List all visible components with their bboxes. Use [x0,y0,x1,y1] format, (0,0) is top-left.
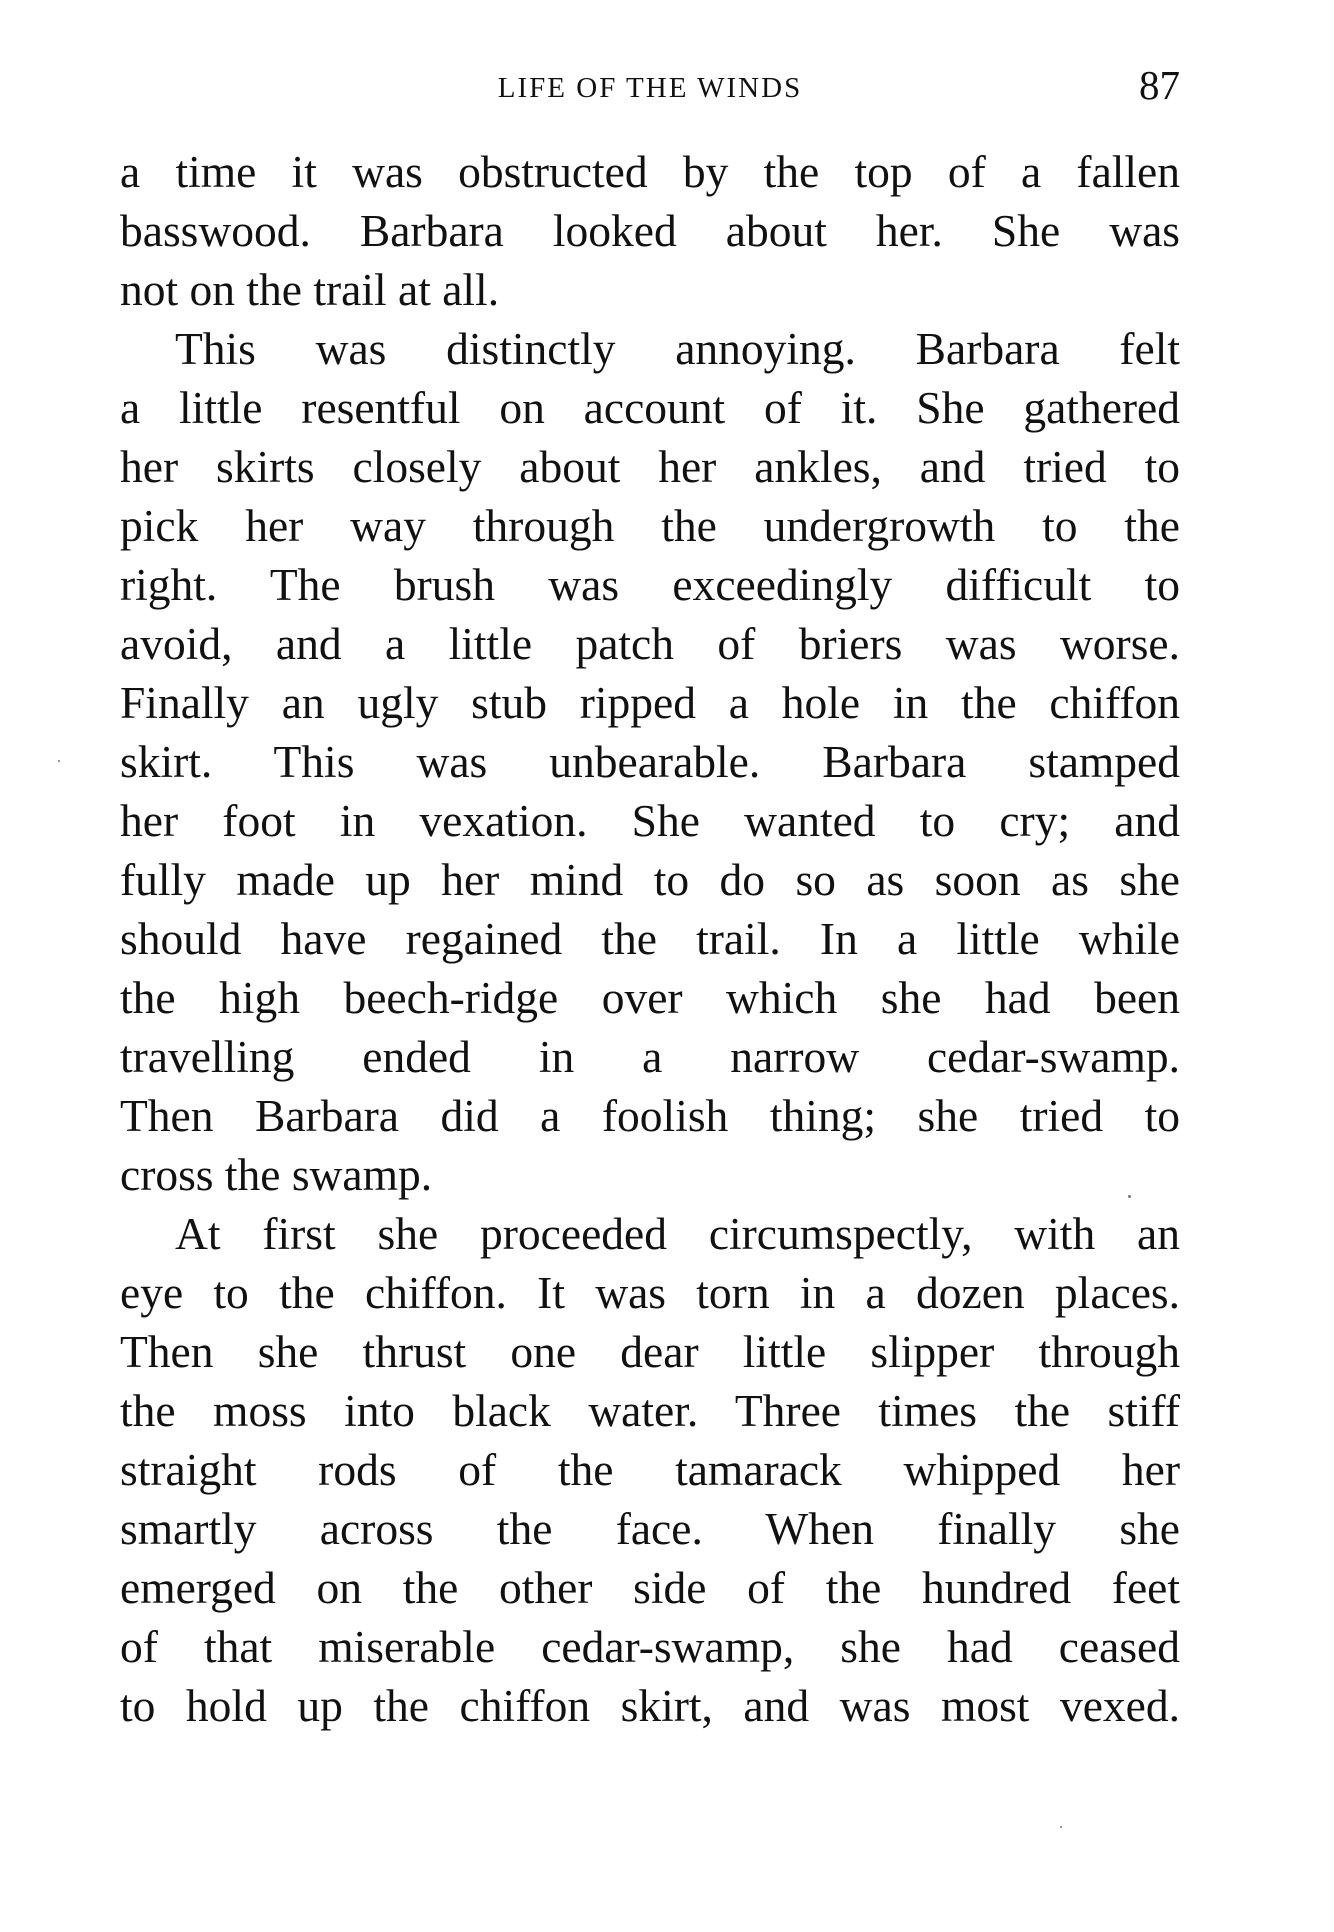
paragraph-first-line: This was distinctly annoying. Barbara felt [175,323,1180,374]
text-line: emerged on the other side of the hundred feet [120,1562,1180,1613]
text-line: eye to the chiffon. It was torn in a dozen places. [120,1267,1180,1318]
text-line: a little resentful on account of it. She gathered [120,382,1180,433]
text-line: Then she thrust one dear little slipper through [120,1326,1180,1377]
text-line: skirt. This was unbearable. Barbara stamped [120,736,1180,787]
paper-speck [1060,1826,1062,1828]
text-line: the high beech-ridge over which she had been [120,972,1180,1023]
body-text [120,142,1180,1735]
text-line: Finally an ugly stub ripped a hole in the chiffon [120,677,1180,728]
paragraph-first-line: At first she proceeded circumspectly, with an [175,1208,1180,1259]
text-line: not on the trail at all. [120,264,500,315]
text-line: of that miserable cedar-swamp, she had ceased [120,1621,1180,1672]
text-line: her foot in vexation. She wanted to cry; and [120,795,1180,846]
text-line: straight rods of the tamarack whipped her [120,1444,1180,1495]
text-line: her skirts closely about her ankles, and tried to [120,441,1180,492]
text-line: fully made up her mind to do so as soon as she [120,854,1180,905]
text-line: avoid, and a little patch of briers was worse. [120,618,1180,669]
page-number: 87 [1139,62,1180,108]
running-header [120,60,1180,110]
text-line: Then Barbara did a foolish thing; she tried to [120,1090,1180,1141]
text-line: travelling ended in a narrow cedar-swamp. [120,1031,1180,1082]
text-line: pick her way through the undergrowth to the [120,500,1180,551]
text-line: to hold up the chiffon skirt, and was most vexed. [120,1680,1180,1731]
text-line: basswood. Barbara looked about her. She was [120,205,1180,256]
text-line: a time it was obstructed by the top of a fallen [120,146,1180,197]
text-line: the moss into black water. Three times the stiff [120,1385,1180,1436]
paper-speck [1128,1195,1131,1198]
paper-speck [58,760,60,762]
text-line: cross the swamp. [120,1149,433,1200]
text-line: right. The brush was exceedingly difficult to [120,559,1180,610]
running-title: LIFE OF THE WINDS [497,72,803,104]
text-line: should have regained the trail. In a little while [120,913,1180,964]
text-line: smartly across the face. When finally she [120,1503,1180,1554]
